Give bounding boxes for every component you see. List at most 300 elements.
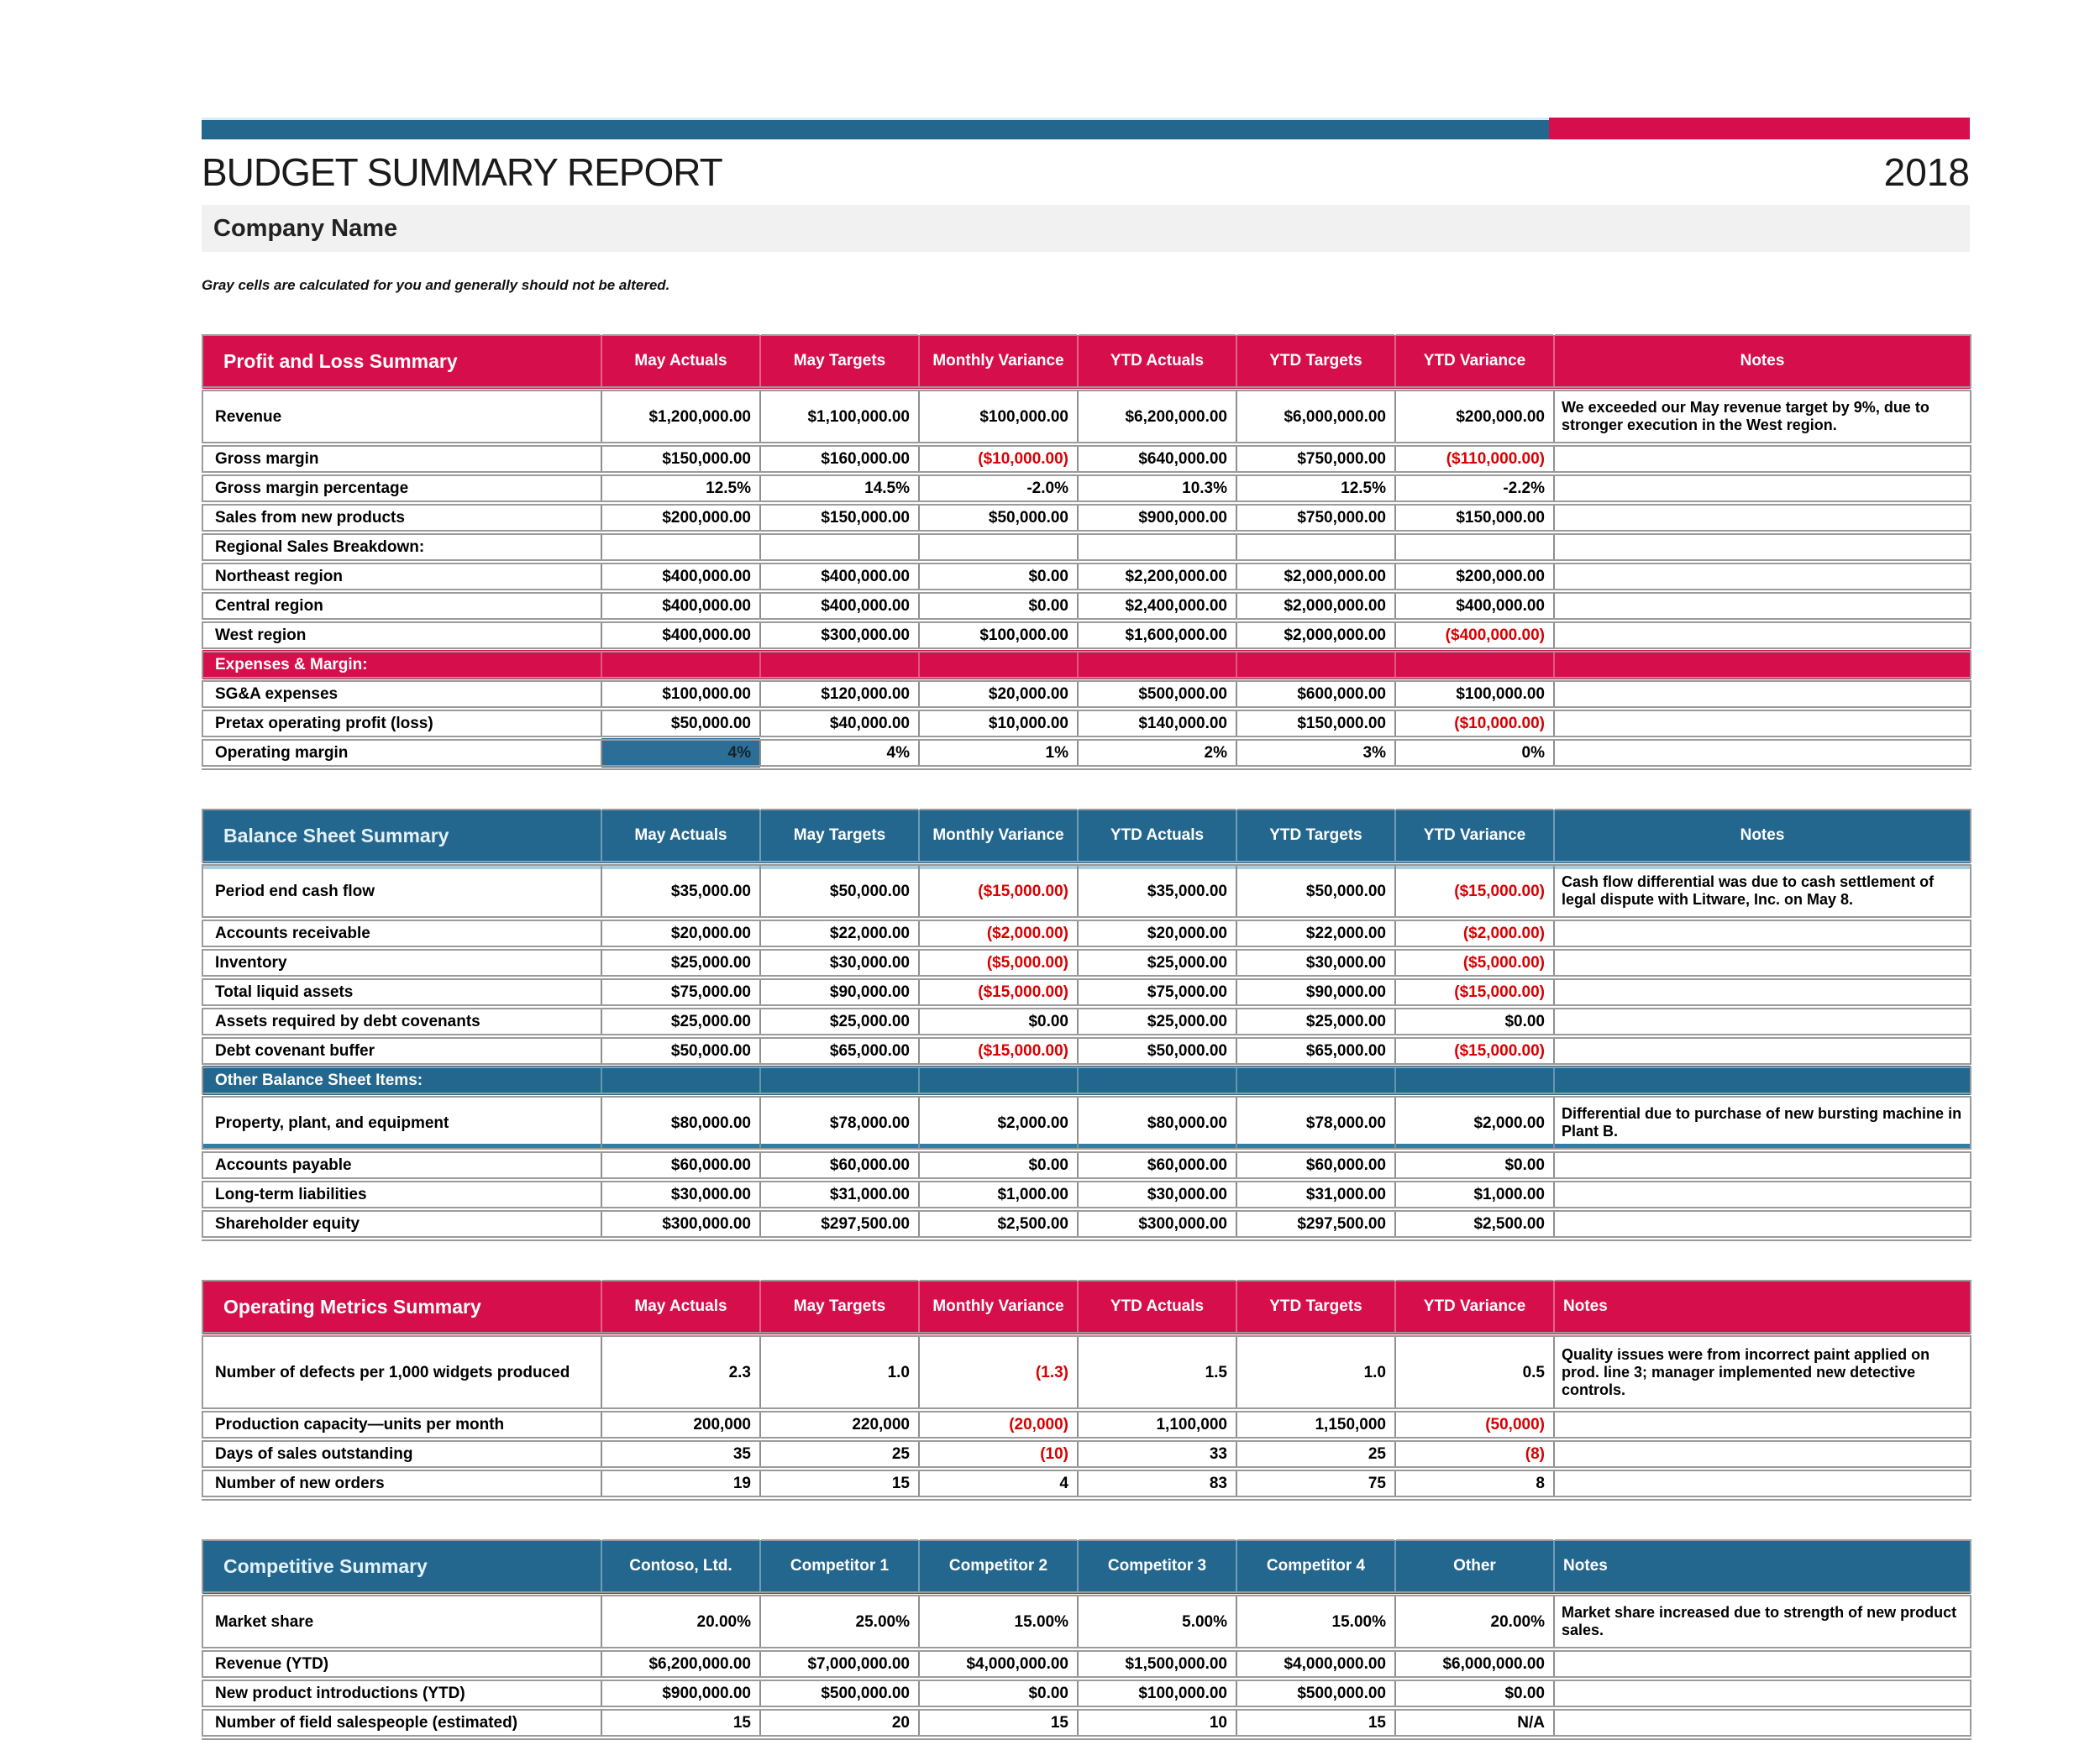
cell-note[interactable] xyxy=(1554,503,1971,532)
cell-note[interactable] xyxy=(1554,591,1971,621)
cell-value[interactable]: 75 xyxy=(1236,1469,1395,1498)
cell-value[interactable]: $0.00 xyxy=(919,591,1078,621)
company-name-band xyxy=(202,205,1970,252)
cell-value[interactable]: $22,000.00 xyxy=(760,919,919,948)
row-label[interactable]: Revenue xyxy=(202,389,601,444)
cell-note[interactable]: Quality issues were from incorrect paint applied on prod. line 3; manager implemented new detective controls. xyxy=(1554,1334,1971,1410)
column-header[interactable]: May Actuals xyxy=(601,335,760,389)
cell-value[interactable]: ($15,000.00) xyxy=(919,863,1078,919)
cell-value[interactable]: $4,000,000.00 xyxy=(1236,1649,1395,1679)
cell-value[interactable]: $150,000.00 xyxy=(1395,503,1554,532)
cell-value[interactable]: 15 xyxy=(601,1708,760,1737)
cell-value[interactable]: $2,000,000.00 xyxy=(1236,562,1395,591)
cell-value[interactable]: 2% xyxy=(1078,738,1236,768)
row-label[interactable]: Total liquid assets xyxy=(202,977,601,1007)
cell-value[interactable]: 19 xyxy=(601,1469,760,1498)
column-header[interactable]: Competitor 4 xyxy=(1236,1540,1395,1594)
cell-value[interactable]: 15.00% xyxy=(1236,1594,1395,1649)
column-header[interactable]: Contoso, Ltd. xyxy=(601,1540,760,1594)
cell-value[interactable]: $200,000.00 xyxy=(1395,389,1554,444)
cell-note[interactable] xyxy=(1554,709,1971,738)
cell-value[interactable]: $50,000.00 xyxy=(1236,863,1395,919)
column-header[interactable]: May Actuals xyxy=(601,1281,760,1334)
cell-value[interactable]: $100,000.00 xyxy=(601,679,760,709)
cell-value[interactable]: $500,000.00 xyxy=(1078,679,1236,709)
cell-value[interactable]: ($15,000.00) xyxy=(1395,863,1554,919)
column-header[interactable]: Other xyxy=(1395,1540,1554,1594)
row-label[interactable]: Inventory xyxy=(202,948,601,977)
cell-value[interactable]: (20,000) xyxy=(919,1410,1078,1439)
cell-value[interactable]: $60,000.00 xyxy=(601,1150,760,1180)
cell-value[interactable]: $30,000.00 xyxy=(760,948,919,977)
cell-value[interactable]: $30,000.00 xyxy=(1236,948,1395,977)
cell-note[interactable]: Differential due to purchase of new bursting machine in Plant B. xyxy=(1554,1095,1971,1150)
cell-value[interactable] xyxy=(760,532,919,562)
cell-value[interactable]: 33 xyxy=(1078,1439,1236,1469)
cell-value[interactable]: $150,000.00 xyxy=(601,444,760,474)
cell-value[interactable] xyxy=(760,650,919,679)
cell-value[interactable]: 1.0 xyxy=(1236,1334,1395,1410)
cell-value[interactable]: 10.3% xyxy=(1078,474,1236,503)
cell-value[interactable]: $6,200,000.00 xyxy=(601,1649,760,1679)
cell-value[interactable]: $22,000.00 xyxy=(1236,919,1395,948)
cell-value[interactable] xyxy=(601,1066,760,1095)
cell-note[interactable] xyxy=(1554,679,1971,709)
cell-value[interactable]: 15 xyxy=(919,1708,1078,1737)
header-accent-bar xyxy=(202,118,1970,139)
cell-value[interactable]: $1,000.00 xyxy=(919,1180,1078,1209)
cell-value[interactable]: N/A xyxy=(1395,1708,1554,1737)
cell-value[interactable]: $60,000.00 xyxy=(760,1150,919,1180)
cell-value[interactable]: $35,000.00 xyxy=(601,863,760,919)
cell-value[interactable]: ($5,000.00) xyxy=(919,948,1078,977)
row-label[interactable]: Production capacity—units per month xyxy=(202,1410,601,1439)
cell-value[interactable]: $150,000.00 xyxy=(1236,709,1395,738)
row-label[interactable]: Days of sales outstanding xyxy=(202,1439,601,1469)
table-balance-sheet xyxy=(202,809,1970,1241)
selected-cell[interactable]: 4% xyxy=(601,738,760,768)
cell-value[interactable]: $25,000.00 xyxy=(601,948,760,977)
cell-value[interactable]: $300,000.00 xyxy=(601,1209,760,1239)
row-label[interactable]: Number of defects per 1,000 widgets produced xyxy=(202,1334,601,1410)
column-header[interactable]: YTD Variance xyxy=(1395,810,1554,863)
cell-value[interactable]: $35,000.00 xyxy=(1078,863,1236,919)
cell-value[interactable]: 0.5 xyxy=(1395,1334,1554,1410)
cell-value[interactable] xyxy=(760,1066,919,1095)
cell-value[interactable]: $100,000.00 xyxy=(1078,1679,1236,1708)
cell-value[interactable]: 20.00% xyxy=(601,1594,760,1649)
cell-value[interactable]: $75,000.00 xyxy=(601,977,760,1007)
row-label[interactable]: Pretax operating profit (loss) xyxy=(202,709,601,738)
cell-value[interactable]: ($15,000.00) xyxy=(919,977,1078,1007)
column-header[interactable]: Monthly Variance xyxy=(919,810,1078,863)
column-header[interactable]: Monthly Variance xyxy=(919,1281,1078,1334)
cell-value[interactable]: 12.5% xyxy=(1236,474,1395,503)
cell-value[interactable]: $25,000.00 xyxy=(760,1007,919,1036)
cell-value[interactable]: ($15,000.00) xyxy=(1395,1036,1554,1066)
column-header[interactable]: May Targets xyxy=(760,1281,919,1334)
row-label[interactable]: Revenue (YTD) xyxy=(202,1649,601,1679)
cell-value[interactable]: $60,000.00 xyxy=(1078,1150,1236,1180)
cell-value[interactable]: $100,000.00 xyxy=(1395,679,1554,709)
cell-note[interactable] xyxy=(1554,1469,1971,1498)
cell-value[interactable]: 20.00% xyxy=(1395,1594,1554,1649)
row-label[interactable]: Northeast region xyxy=(202,562,601,591)
cell-value[interactable]: $400,000.00 xyxy=(760,591,919,621)
cell-value[interactable]: 4 xyxy=(919,1469,1078,1498)
row-label[interactable]: Long-term liabilities xyxy=(202,1180,601,1209)
row-label[interactable]: Accounts receivable xyxy=(202,919,601,948)
row-label[interactable]: Number of field salespeople (estimated) xyxy=(202,1708,601,1737)
column-header[interactable]: YTD Actuals xyxy=(1078,335,1236,389)
cell-note[interactable] xyxy=(1554,1066,1971,1095)
cell-value[interactable]: $50,000.00 xyxy=(601,709,760,738)
row-label[interactable]: Operating margin xyxy=(202,738,601,768)
cell-value[interactable]: $6,000,000.00 xyxy=(1236,389,1395,444)
cell-value[interactable] xyxy=(919,532,1078,562)
cell-value[interactable]: (50,000) xyxy=(1395,1410,1554,1439)
row-label[interactable]: Property, plant, and equipment xyxy=(202,1095,601,1150)
cell-value[interactable]: $0.00 xyxy=(919,562,1078,591)
table-profit-and-loss xyxy=(202,334,1970,770)
tables-container xyxy=(202,334,1970,1740)
cell-value[interactable] xyxy=(1395,1066,1554,1095)
cell-value[interactable]: ($110,000.00) xyxy=(1395,444,1554,474)
table-row xyxy=(202,919,1971,948)
row-label[interactable]: Central region xyxy=(202,591,601,621)
cell-value[interactable]: -2.0% xyxy=(919,474,1078,503)
cell-value[interactable]: 220,000 xyxy=(760,1410,919,1439)
cell-value[interactable]: $400,000.00 xyxy=(601,591,760,621)
cell-note[interactable] xyxy=(1554,562,1971,591)
cell-value[interactable]: $20,000.00 xyxy=(1078,919,1236,948)
cell-value[interactable]: $140,000.00 xyxy=(1078,709,1236,738)
column-header[interactable]: Competitor 3 xyxy=(1078,1540,1236,1594)
column-header[interactable]: YTD Targets xyxy=(1236,1281,1395,1334)
cell-value[interactable]: 15.00% xyxy=(919,1594,1078,1649)
column-header[interactable]: YTD Variance xyxy=(1395,1281,1554,1334)
cell-value[interactable]: 8 xyxy=(1395,1469,1554,1498)
table-row xyxy=(202,1708,1971,1737)
cell-value[interactable]: $2,000,000.00 xyxy=(1236,621,1395,650)
cell-value[interactable]: 25.00% xyxy=(760,1594,919,1649)
cell-value[interactable]: $600,000.00 xyxy=(1236,679,1395,709)
cell-value[interactable]: 83 xyxy=(1078,1469,1236,1498)
row-label[interactable]: Gross margin xyxy=(202,444,601,474)
cell-value[interactable]: $1,500,000.00 xyxy=(1078,1649,1236,1679)
cell-value[interactable]: $400,000.00 xyxy=(601,562,760,591)
cell-value[interactable] xyxy=(601,532,760,562)
cell-value[interactable]: $6,200,000.00 xyxy=(1078,389,1236,444)
row-label[interactable]: Period end cash flow xyxy=(202,863,601,919)
cell-value[interactable]: (8) xyxy=(1395,1439,1554,1469)
row-label[interactable]: Debt covenant buffer xyxy=(202,1036,601,1066)
cell-value[interactable]: 25 xyxy=(760,1439,919,1469)
cell-value[interactable]: $25,000.00 xyxy=(1078,948,1236,977)
cell-value[interactable]: 5.00% xyxy=(1078,1594,1236,1649)
gray-cells-note: Gray cells are calculated for you and generally should not be altered. xyxy=(202,277,670,293)
cell-value[interactable]: $0.00 xyxy=(1395,1679,1554,1708)
cell-note[interactable] xyxy=(1554,977,1971,1007)
table-row xyxy=(202,562,1971,591)
cell-value[interactable]: $900,000.00 xyxy=(1078,503,1236,532)
cell-value[interactable]: 1,100,000 xyxy=(1078,1410,1236,1439)
cell-value[interactable]: $100,000.00 xyxy=(919,389,1078,444)
cell-note[interactable] xyxy=(1554,1679,1971,1708)
cell-value[interactable]: $75,000.00 xyxy=(1078,977,1236,1007)
cell-value[interactable]: $0.00 xyxy=(919,1007,1078,1036)
cell-note[interactable] xyxy=(1554,919,1971,948)
column-header[interactable]: Monthly Variance xyxy=(919,335,1078,389)
cell-value[interactable]: 3% xyxy=(1236,738,1395,768)
cell-value[interactable]: $2,000.00 xyxy=(1395,1095,1554,1150)
column-header[interactable]: YTD Actuals xyxy=(1078,810,1236,863)
cell-value[interactable]: (10) xyxy=(919,1439,1078,1469)
row-label[interactable]: Sales from new products xyxy=(202,503,601,532)
cell-note[interactable] xyxy=(1554,474,1971,503)
cell-value[interactable]: ($15,000.00) xyxy=(919,1036,1078,1066)
cell-value[interactable]: $400,000.00 xyxy=(760,562,919,591)
cell-value[interactable]: $750,000.00 xyxy=(1236,503,1395,532)
cell-note[interactable]: Market share increased due to strength of new product sales. xyxy=(1554,1594,1971,1649)
cell-value[interactable]: $297,500.00 xyxy=(760,1209,919,1239)
cell-value[interactable]: $50,000.00 xyxy=(760,863,919,919)
cell-value[interactable]: $40,000.00 xyxy=(760,709,919,738)
cell-value[interactable]: $500,000.00 xyxy=(1236,1679,1395,1708)
cell-value[interactable]: $0.00 xyxy=(919,1150,1078,1180)
cell-value[interactable]: $2,400,000.00 xyxy=(1078,591,1236,621)
cell-value[interactable]: -2.2% xyxy=(1395,474,1554,503)
cell-note[interactable] xyxy=(1554,1410,1971,1439)
cell-value[interactable]: $900,000.00 xyxy=(601,1679,760,1708)
cell-note[interactable] xyxy=(1554,1649,1971,1679)
cell-value[interactable]: $2,000,000.00 xyxy=(1236,591,1395,621)
cell-value[interactable]: $2,200,000.00 xyxy=(1078,562,1236,591)
cell-value[interactable]: $0.00 xyxy=(1395,1150,1554,1180)
row-label[interactable]: New product introductions (YTD) xyxy=(202,1679,601,1708)
cell-value[interactable]: 1.5 xyxy=(1078,1334,1236,1410)
cell-note[interactable] xyxy=(1554,650,1971,679)
cell-value[interactable]: $2,500.00 xyxy=(1395,1209,1554,1239)
cell-note[interactable]: Cash flow differential was due to cash settlement of legal dispute with Litware, Inc. on May 8. xyxy=(1554,863,1971,919)
table-row xyxy=(202,948,1971,977)
cell-value[interactable]: $1,600,000.00 xyxy=(1078,621,1236,650)
cell-note[interactable] xyxy=(1554,1708,1971,1737)
cell-value[interactable]: 0% xyxy=(1395,738,1554,768)
column-header[interactable]: YTD Targets xyxy=(1236,335,1395,389)
cell-value[interactable]: 4% xyxy=(760,738,919,768)
cell-value[interactable]: ($2,000.00) xyxy=(919,919,1078,948)
cell-value[interactable] xyxy=(919,650,1078,679)
cell-value[interactable]: ($15,000.00) xyxy=(1395,977,1554,1007)
cell-value[interactable]: $640,000.00 xyxy=(1078,444,1236,474)
cell-value[interactable]: $100,000.00 xyxy=(919,621,1078,650)
cell-value[interactable]: $150,000.00 xyxy=(760,503,919,532)
cell-value[interactable]: $65,000.00 xyxy=(760,1036,919,1066)
column-header[interactable]: May Actuals xyxy=(601,810,760,863)
cell-value[interactable]: $25,000.00 xyxy=(1078,1007,1236,1036)
cell-value[interactable]: $50,000.00 xyxy=(601,1036,760,1066)
header-bar-blue-segment xyxy=(202,118,1549,139)
cell-value[interactable]: 25 xyxy=(1236,1439,1395,1469)
row-label[interactable]: Assets required by debt covenants xyxy=(202,1007,601,1036)
cell-value[interactable]: $80,000.00 xyxy=(601,1095,760,1150)
row-label[interactable]: Expenses & Margin: xyxy=(202,650,601,679)
table-competitive xyxy=(202,1539,1970,1740)
table-row xyxy=(202,1007,1971,1036)
table-header-row xyxy=(202,1281,1971,1334)
column-header[interactable]: Competitor 2 xyxy=(919,1540,1078,1594)
cell-value[interactable]: $750,000.00 xyxy=(1236,444,1395,474)
cell-value[interactable]: $1,000.00 xyxy=(1395,1180,1554,1209)
row-label[interactable]: West region xyxy=(202,621,601,650)
cell-value[interactable]: $30,000.00 xyxy=(1078,1180,1236,1209)
cell-value[interactable]: $78,000.00 xyxy=(1236,1095,1395,1150)
cell-value[interactable]: $80,000.00 xyxy=(1078,1095,1236,1150)
header-bar-red-segment xyxy=(1549,118,1970,139)
row-label[interactable]: Market share xyxy=(202,1594,601,1649)
cell-value[interactable]: $31,000.00 xyxy=(1236,1180,1395,1209)
table-grid-profit-and-loss xyxy=(202,334,1971,770)
column-header[interactable]: Notes xyxy=(1554,1540,1971,1594)
cell-value[interactable]: $25,000.00 xyxy=(601,1007,760,1036)
cell-value[interactable]: $90,000.00 xyxy=(760,977,919,1007)
cell-note[interactable] xyxy=(1554,1036,1971,1066)
cell-value[interactable] xyxy=(1078,650,1236,679)
cell-value[interactable]: $1,200,000.00 xyxy=(601,389,760,444)
cell-value[interactable]: 20 xyxy=(760,1708,919,1737)
cell-value[interactable]: ($5,000.00) xyxy=(1395,948,1554,977)
cell-value[interactable]: $300,000.00 xyxy=(1078,1209,1236,1239)
cell-value[interactable]: $2,000.00 xyxy=(919,1095,1078,1150)
cell-value[interactable]: $300,000.00 xyxy=(760,621,919,650)
cell-note[interactable]: We exceeded our May revenue target by 9%, due to stronger execution in the West region. xyxy=(1554,389,1971,444)
cell-value[interactable]: $31,000.00 xyxy=(760,1180,919,1209)
cell-value[interactable]: $6,000,000.00 xyxy=(1395,1649,1554,1679)
cell-value[interactable]: 200,000 xyxy=(601,1410,760,1439)
cell-value[interactable]: 10 xyxy=(1078,1708,1236,1737)
table-header-row xyxy=(202,335,1971,389)
cell-value[interactable]: $120,000.00 xyxy=(760,679,919,709)
column-header[interactable]: May Targets xyxy=(760,810,919,863)
cell-value[interactable] xyxy=(1395,650,1554,679)
cell-note[interactable] xyxy=(1554,1150,1971,1180)
cell-value[interactable] xyxy=(1078,532,1236,562)
cell-value[interactable]: $400,000.00 xyxy=(601,621,760,650)
cell-value[interactable]: $200,000.00 xyxy=(601,503,760,532)
cell-value[interactable]: $0.00 xyxy=(919,1679,1078,1708)
cell-value[interactable]: 1.0 xyxy=(760,1334,919,1410)
report-year: 2018 xyxy=(1883,150,1970,194)
cell-value[interactable]: $78,000.00 xyxy=(760,1095,919,1150)
cell-note[interactable] xyxy=(1554,1180,1971,1209)
cell-value[interactable]: 1,150,000 xyxy=(1236,1410,1395,1439)
cell-value[interactable]: $2,500.00 xyxy=(919,1209,1078,1239)
column-header[interactable]: YTD Variance xyxy=(1395,335,1554,389)
row-label[interactable]: Regional Sales Breakdown: xyxy=(202,532,601,562)
cell-value[interactable] xyxy=(919,1066,1078,1095)
column-header[interactable]: Notes xyxy=(1554,1281,1971,1334)
column-header[interactable]: Competitor 1 xyxy=(760,1540,919,1594)
cell-value[interactable]: $1,100,000.00 xyxy=(760,389,919,444)
cell-value[interactable]: ($10,000.00) xyxy=(1395,709,1554,738)
cell-value[interactable]: $20,000.00 xyxy=(919,679,1078,709)
table-operating-metrics xyxy=(202,1280,1970,1501)
cell-value[interactable] xyxy=(1236,1066,1395,1095)
cell-value[interactable]: $25,000.00 xyxy=(1236,1007,1395,1036)
row-label[interactable]: Shareholder equity xyxy=(202,1209,601,1239)
cell-note[interactable] xyxy=(1554,738,1971,768)
cell-value[interactable] xyxy=(1395,532,1554,562)
cell-value[interactable]: $20,000.00 xyxy=(601,919,760,948)
cell-value[interactable]: $50,000.00 xyxy=(919,503,1078,532)
cell-value[interactable]: 1% xyxy=(919,738,1078,768)
cell-value[interactable]: 35 xyxy=(601,1439,760,1469)
table-row xyxy=(202,738,1971,768)
cell-value[interactable]: 15 xyxy=(1236,1708,1395,1737)
cell-value[interactable]: $4,000,000.00 xyxy=(919,1649,1078,1679)
cell-value[interactable]: $200,000.00 xyxy=(1395,562,1554,591)
cell-value[interactable] xyxy=(601,650,760,679)
cell-value[interactable]: $65,000.00 xyxy=(1236,1036,1395,1066)
cell-value[interactable]: $500,000.00 xyxy=(760,1679,919,1708)
cell-value[interactable]: 14.5% xyxy=(760,474,919,503)
cell-value[interactable]: (1.3) xyxy=(919,1334,1078,1410)
cell-note[interactable] xyxy=(1554,948,1971,977)
cell-value[interactable]: $160,000.00 xyxy=(760,444,919,474)
column-header[interactable]: May Targets xyxy=(760,335,919,389)
cell-value[interactable]: $0.00 xyxy=(1395,1007,1554,1036)
table-title: Balance Sheet Summary xyxy=(202,810,601,863)
cell-value[interactable]: ($400,000.00) xyxy=(1395,621,1554,650)
cell-value[interactable]: $7,000,000.00 xyxy=(760,1649,919,1679)
cell-value[interactable]: ($2,000.00) xyxy=(1395,919,1554,948)
cell-note[interactable] xyxy=(1554,1007,1971,1036)
cell-value[interactable] xyxy=(1236,650,1395,679)
cell-value[interactable]: $400,000.00 xyxy=(1395,591,1554,621)
cell-note[interactable] xyxy=(1554,1439,1971,1469)
column-header[interactable]: YTD Actuals xyxy=(1078,1281,1236,1334)
cell-note[interactable] xyxy=(1554,532,1971,562)
cell-value[interactable]: $30,000.00 xyxy=(601,1180,760,1209)
cell-value[interactable]: 15 xyxy=(760,1469,919,1498)
cell-value[interactable] xyxy=(1236,532,1395,562)
table-header-row xyxy=(202,810,1971,863)
row-label[interactable]: SG&A expenses xyxy=(202,679,601,709)
cell-value[interactable]: 2.3 xyxy=(601,1334,760,1410)
table-row xyxy=(202,709,1971,738)
row-label[interactable]: Gross margin percentage xyxy=(202,474,601,503)
cell-value[interactable]: $50,000.00 xyxy=(1078,1036,1236,1066)
table-row xyxy=(202,1410,1971,1439)
cell-value[interactable]: $297,500.00 xyxy=(1236,1209,1395,1239)
cell-note[interactable] xyxy=(1554,621,1971,650)
row-label[interactable]: Other Balance Sheet Items: xyxy=(202,1066,601,1095)
cell-value[interactable]: $10,000.00 xyxy=(919,709,1078,738)
column-header[interactable]: YTD Targets xyxy=(1236,810,1395,863)
cell-note[interactable] xyxy=(1554,444,1971,474)
column-header[interactable]: Notes xyxy=(1554,810,1971,863)
cell-value[interactable]: $90,000.00 xyxy=(1236,977,1395,1007)
cell-value[interactable] xyxy=(1078,1066,1236,1095)
column-header[interactable]: Notes xyxy=(1554,335,1971,389)
cell-value[interactable]: $60,000.00 xyxy=(1236,1150,1395,1180)
row-label[interactable]: Accounts payable xyxy=(202,1150,601,1180)
cell-value[interactable]: 12.5% xyxy=(601,474,760,503)
cell-note[interactable] xyxy=(1554,1209,1971,1239)
row-label[interactable]: Number of new orders xyxy=(202,1469,601,1498)
cell-value[interactable]: ($10,000.00) xyxy=(919,444,1078,474)
